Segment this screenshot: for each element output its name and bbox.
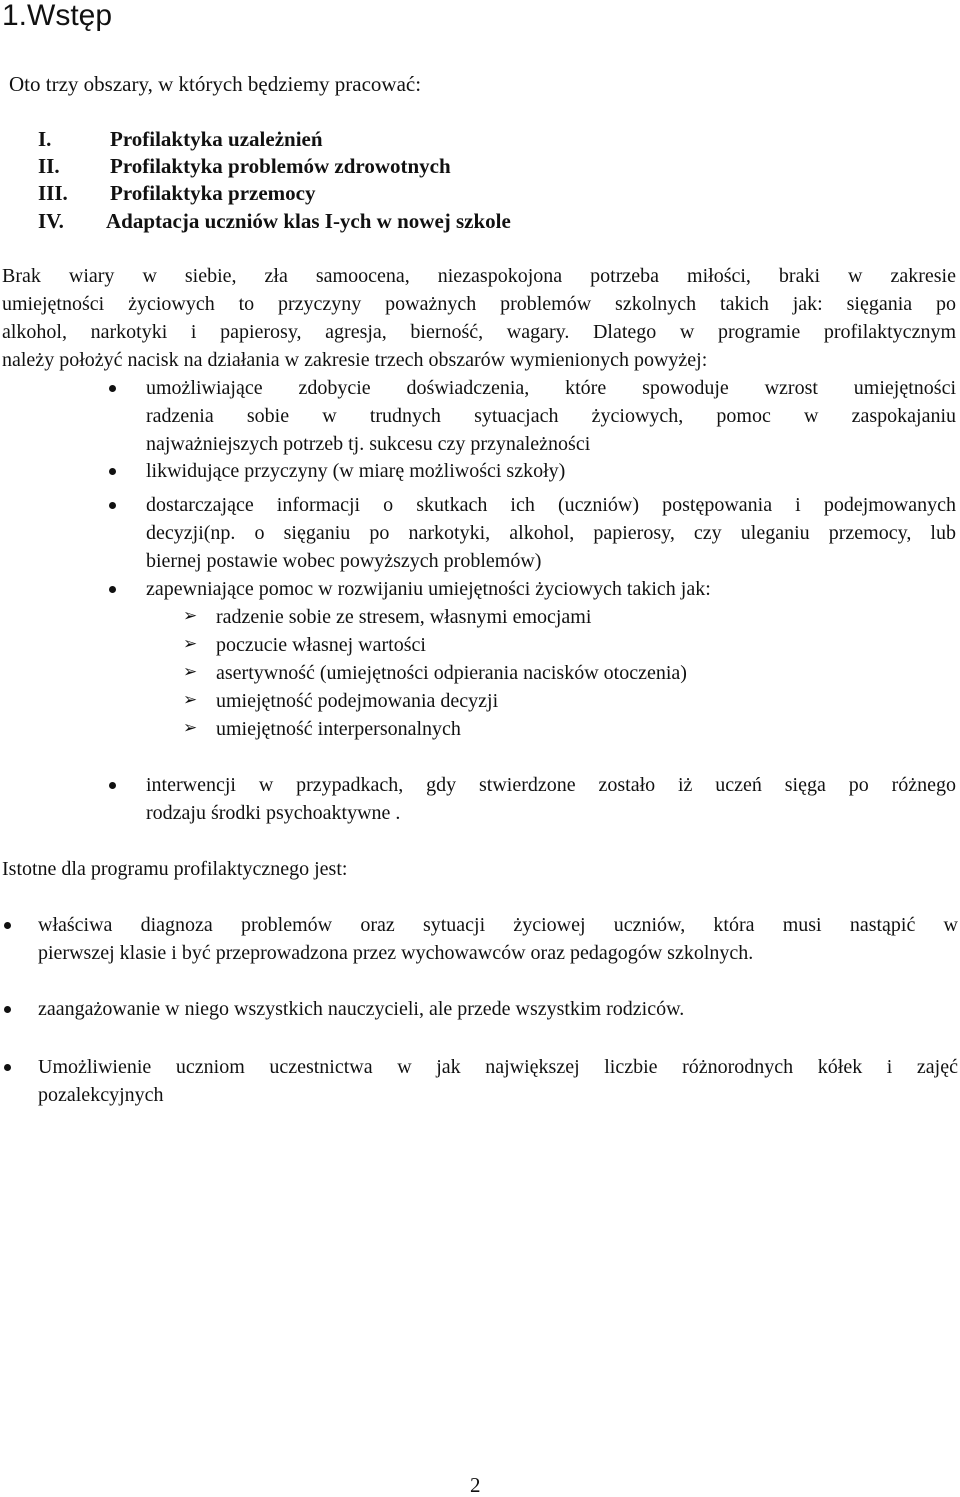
bullet-dot (4, 1006, 11, 1013)
intervention-item (146, 771, 956, 827)
skill-item (216, 687, 498, 715)
action-line: radzenia sobie w trudnych sytuacjach życiowych, pomoc w zaspokajaniu (146, 405, 956, 427)
bullet-dot (4, 1064, 11, 1071)
area-label: Profilaktyka przemocy (110, 181, 316, 205)
important-line: pozalekcyjnych (38, 1084, 164, 1106)
area-number: I. (38, 127, 52, 151)
important-item (38, 995, 958, 1023)
section-heading: 1.Wstęp (2, 0, 113, 32)
paragraph-line: należy położyć nacisk na działania w zakresie trzech obszarów wymienionych powyżej: (2, 349, 708, 371)
area-number: IV. (38, 209, 64, 233)
area-label: Profilaktyka uzależnień (110, 127, 323, 151)
arrow-bullet-icon: ➢ (183, 606, 198, 626)
area-label: Profilaktyka problemów zdrowotnych (110, 154, 451, 178)
important-line: Umożliwienie uczniom uczestnictwa w jak największej liczbie różnorodnych kółek i zajęć (38, 1056, 958, 1078)
bullet-dot (109, 385, 116, 392)
skill-label: poczucie własnej wartości (216, 634, 426, 656)
action-line: dostarczające informacji o skutkach ich (uczniów) postępowania i podejmowanych (146, 494, 956, 516)
action-line: zapewniające pomoc w rozwijaniu umiejętności życiowych takich jak: (146, 578, 711, 600)
bullet-dot (4, 922, 11, 929)
body-paragraph (2, 262, 956, 374)
important-line: zaangażowanie w niego wszystkich nauczycieli, ale przede wszystkim rodziców. (38, 998, 685, 1020)
bullet-dot (109, 586, 116, 593)
action-item (146, 575, 956, 603)
arrow-bullet-icon: ➢ (183, 634, 198, 654)
bullet-dot (109, 468, 116, 475)
area-label: Adaptacja uczniów klas I-ych w nowej szkole (106, 209, 511, 233)
important-heading-text: Istotne dla programu profilaktycznego jest: (2, 858, 348, 880)
intro-text: Oto trzy obszary, w których będziemy pracować: (9, 72, 422, 96)
skill-label: umiejętność interpersonalnych (216, 718, 461, 740)
arrow-bullet-icon: ➢ (183, 690, 198, 710)
paragraph-line: alkohol, narkotyki i papierosy, agresja, bierność, wagary. Dlatego w programie profilaktycznym (2, 321, 956, 343)
paragraph-line: umiejętności życiowych to przyczyny poważnych problemów szkolnych takich jak: sięgania po (2, 293, 956, 315)
bullet-dot (109, 502, 116, 509)
action-line: decyzji(np. o sięganiu po narkotyki, alkohol, papierosy, czy uleganiu przemocy, lub (146, 522, 956, 544)
action-line: umożliwiające zdobycie doświadczenia, które spowoduje wzrost umiejętności (146, 377, 956, 399)
bullet-dot (109, 782, 116, 789)
action-line: biernej postawie wobec powyższych problemów) (146, 550, 542, 572)
action-item (146, 457, 956, 485)
important-line: pierwszej klasie i być przeprowadzona przez wychowawców oraz pedagogów szkolnych. (38, 942, 754, 964)
skill-item (216, 715, 461, 743)
action-line: likwidujące przyczyny (w miarę możliwości szkoły) (146, 460, 566, 482)
important-item (38, 1053, 958, 1109)
skill-item (216, 603, 591, 631)
area-number: III. (38, 181, 68, 205)
skill-label: umiejętność podejmowania decyzji (216, 690, 499, 712)
skill-label: radzenie sobie ze stresem, własnymi emocjami (216, 606, 592, 628)
important-item (38, 911, 958, 967)
action-item (146, 374, 956, 458)
page-number: 2 (470, 1473, 481, 1497)
area-number: II. (38, 154, 60, 178)
skill-item (216, 659, 687, 687)
action-item (146, 491, 956, 575)
arrow-bullet-icon: ➢ (183, 662, 198, 682)
intervention-line: rodzaju środki psychoaktywne . (146, 802, 401, 824)
skill-item (216, 631, 426, 659)
important-line: właściwa diagnoza problemów oraz sytuacji życiowej uczniów, która musi nastąpić w (38, 914, 958, 936)
arrow-bullet-icon: ➢ (183, 718, 198, 738)
skill-label: asertywność (umiejętności odpierania nacisków otoczenia) (216, 662, 687, 684)
action-line: najważniejszych potrzeb tj. sukcesu czy przynależności (146, 433, 591, 455)
paragraph-line: Brak wiary w siebie, zła samoocena, niezaspokojona potrzeba miłości, braki w zakresie (2, 265, 956, 287)
important-heading (2, 855, 347, 883)
intervention-line: interwencji w przypadkach, gdy stwierdzone zostało iż uczeń sięga po różnego (146, 774, 956, 796)
